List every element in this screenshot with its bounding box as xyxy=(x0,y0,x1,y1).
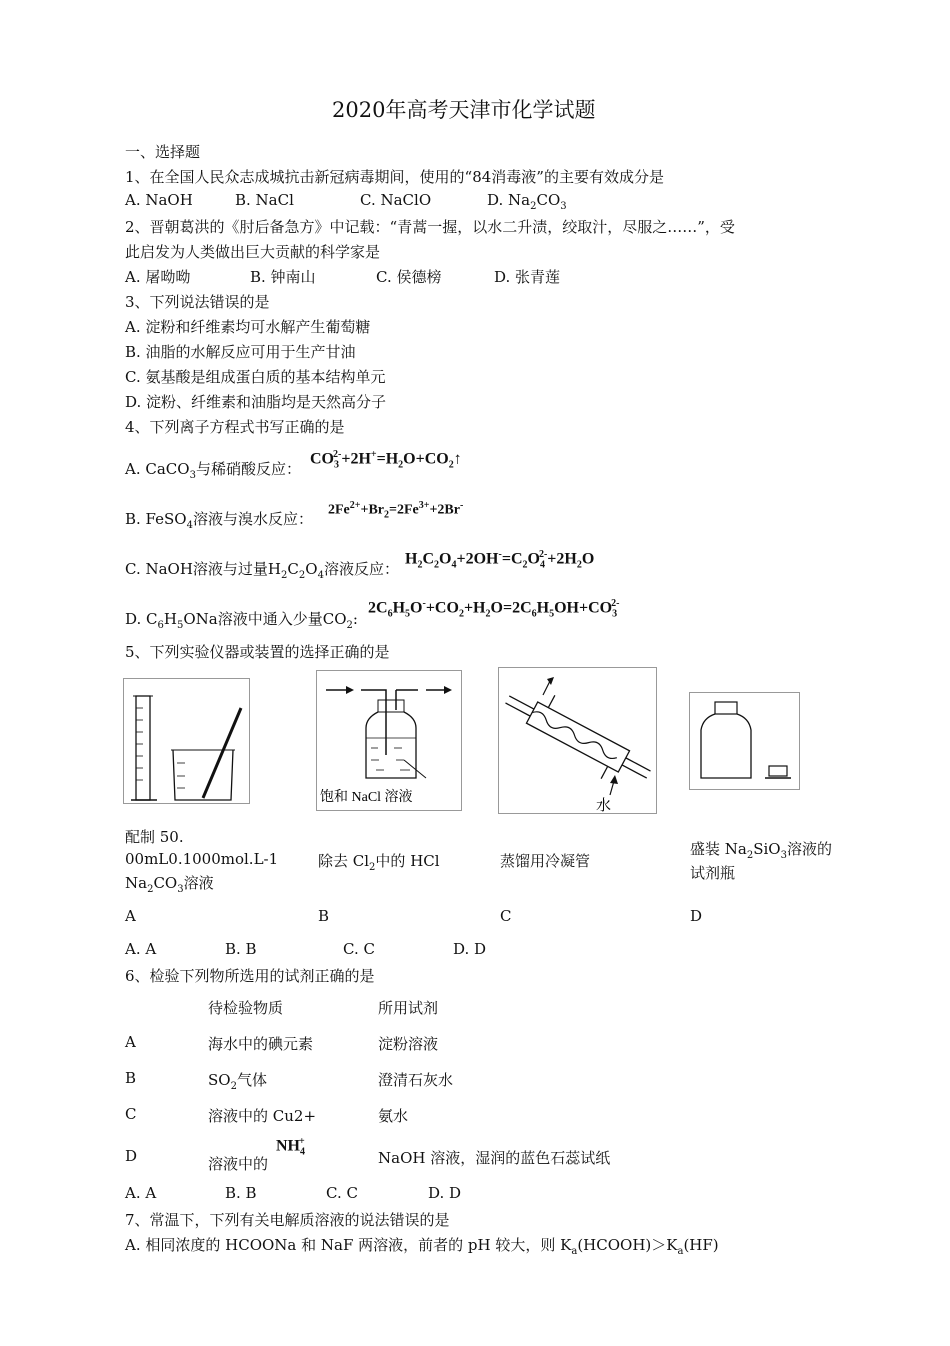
q5-option-d: D. D xyxy=(453,940,487,958)
q5-caption-b: 除去 $Cl_2$中的 HCl xyxy=(318,852,440,873)
q6-option-c: C. C xyxy=(326,1184,358,1202)
q2-stem-line2: 此启发为人类做出巨大贡献的科学家是 xyxy=(125,243,381,261)
q2-option-c: C. 侯德榜 xyxy=(376,268,442,286)
q1-option-a: A. NaOH xyxy=(125,191,193,209)
q3-option-d: D. 淀粉、纤维素和油脂均是天然高分子 xyxy=(125,393,387,411)
q4-equation-c: $H_2C_2O_4+2OH^-=C_2O_4^{2-}+2H_2O$ xyxy=(405,549,595,571)
q5-caption-a-line2: 00mL0.1000mol.L-1 xyxy=(125,850,279,868)
q5-label-b: B xyxy=(318,907,330,925)
q4-option-d: D. $C_6H_5ONa$溶液中通入少量$CO_2$: xyxy=(125,610,358,631)
q6-row-c-substance: 溶液中的 Cu2+ xyxy=(208,1107,317,1125)
figure-c-condenser xyxy=(498,667,657,814)
figure-c-label: 水 xyxy=(596,798,612,814)
q6-header-substance: 待检验物质 xyxy=(208,999,284,1017)
q5-caption-a-line1: 配制 50. xyxy=(125,828,184,846)
q6-option-a: A. A xyxy=(125,1184,157,1202)
q5-option-a: A. A xyxy=(125,940,157,958)
q5-label-a: A xyxy=(125,907,136,925)
q5-caption-d-line1: 盛装 $Na_2SiO_3$溶液的 xyxy=(690,840,832,861)
q6-option-d: D. D xyxy=(428,1184,462,1202)
q2-stem-line1: 2、晋朝葛洪的《肘后备急方》中记载：“青蒿一握，以水二升渍，绞取汁，尽服之……”，受 xyxy=(125,218,735,236)
q6-row-b-substance: $SO_2$气体 xyxy=(208,1071,267,1092)
q5-caption-c: 蒸馏用冷凝管 xyxy=(500,852,591,870)
q3-option-c: C. 氨基酸是组成蛋白质的基本结构单元 xyxy=(125,368,386,386)
q5-caption-a-line3: $Na_2CO_3$溶液 xyxy=(125,874,214,895)
q7-stem: 7、常温下，下列有关电解质溶液的说法错误的是 xyxy=(125,1211,450,1229)
q5-label-c: C xyxy=(500,907,512,925)
q6-header-reagent: 所用试剂 xyxy=(378,999,439,1017)
q1-option-b: B. NaCl xyxy=(235,191,294,209)
q3-option-b: B. 油脂的水解反应可用于生产甘油 xyxy=(125,343,356,361)
figure-b-label: 饱和 NaCl 溶液 xyxy=(320,790,413,805)
q6-row-d-substance: 溶液中的 xyxy=(208,1155,269,1173)
q6-row-c-key: C xyxy=(125,1105,137,1123)
q6-row-c-reagent: 氨水 xyxy=(378,1107,409,1125)
q2-option-b: B. 钟南山 xyxy=(250,268,316,286)
figure-b-gas-washing-bottle xyxy=(316,670,462,811)
q1-option-d: D. $Na_2CO_3$ xyxy=(487,191,567,212)
q3-option-a: A. 淀粉和纤维素均可水解产生葡萄糖 xyxy=(125,318,371,336)
q5-option-c: C. C xyxy=(343,940,375,958)
q1-stem: 1、在全国人民众志成城抗击新冠病毒期间，使用的“84消毒液”的主要有效成分是 xyxy=(125,168,664,186)
q6-row-d-ammonium: $NH_4^+$ xyxy=(276,1136,305,1158)
q6-row-a-substance: 海水中的碘元素 xyxy=(208,1035,314,1053)
q1-option-c: C. NaClO xyxy=(360,191,432,209)
q4-option-a: A. CaCO$_3$与稀硝酸反应： xyxy=(125,460,301,481)
q6-row-a-key: A xyxy=(125,1033,136,1051)
q5-stem: 5、下列实验仪器或装置的选择正确的是 xyxy=(125,643,390,661)
q5-option-b: B. B xyxy=(225,940,257,958)
q6-stem: 6、检验下列物所选用的试剂正确的是 xyxy=(125,967,375,985)
section-heading: 一、选择题 xyxy=(125,143,201,161)
q6-row-b-reagent: 澄清石灰水 xyxy=(378,1071,454,1089)
q2-option-d: D. 张青莲 xyxy=(494,268,561,286)
q6-row-a-reagent: 淀粉溶液 xyxy=(378,1035,439,1053)
figure-d-reagent-bottle xyxy=(689,692,800,790)
q4-option-b: B. FeSO$_4$溶液与溴水反应： xyxy=(125,510,313,531)
page-title: 2020年高考天津市化学试题 xyxy=(332,98,596,122)
q4-stem: 4、下列离子方程式书写正确的是 xyxy=(125,418,345,436)
q6-row-d-reagent: NaOH 溶液，湿润的蓝色石蕊试纸 xyxy=(378,1149,611,1167)
q4-equation-b: $2Fe^{2+}+Br_2=2Fe^{3+}+2Br^-$ xyxy=(328,500,464,521)
q4-equation-d: $2C_6H_5O^-+CO_2+H_2O=2C_6H_5OH+CO_3^{2-}$ xyxy=(368,598,620,620)
q4-equation-a: $CO_3^{2-}+2H^+=H_2O+CO_2↑$ xyxy=(310,449,462,471)
q6-row-d-key: D xyxy=(125,1147,138,1165)
q2-option-a: A. 屠呦呦 xyxy=(125,268,191,286)
q5-caption-d-line2: 试剂瓶 xyxy=(690,864,736,882)
q3-stem: 3、下列说法错误的是 xyxy=(125,293,270,311)
figure-a-cylinder-beaker xyxy=(123,678,250,804)
q7-option-a: A. 相同浓度的 HCOONa 和 NaF 两溶液，前者的 pH 较大，则 $K_a(HCOOH)>K_a(HF)$ xyxy=(125,1236,719,1257)
q6-row-b-key: B xyxy=(125,1069,137,1087)
q5-label-d: D xyxy=(690,907,703,925)
q6-option-b: B. B xyxy=(225,1184,257,1202)
q4-option-c: C. NaOH溶液与过量$H_2C_2O_4$溶液反应： xyxy=(125,560,399,581)
